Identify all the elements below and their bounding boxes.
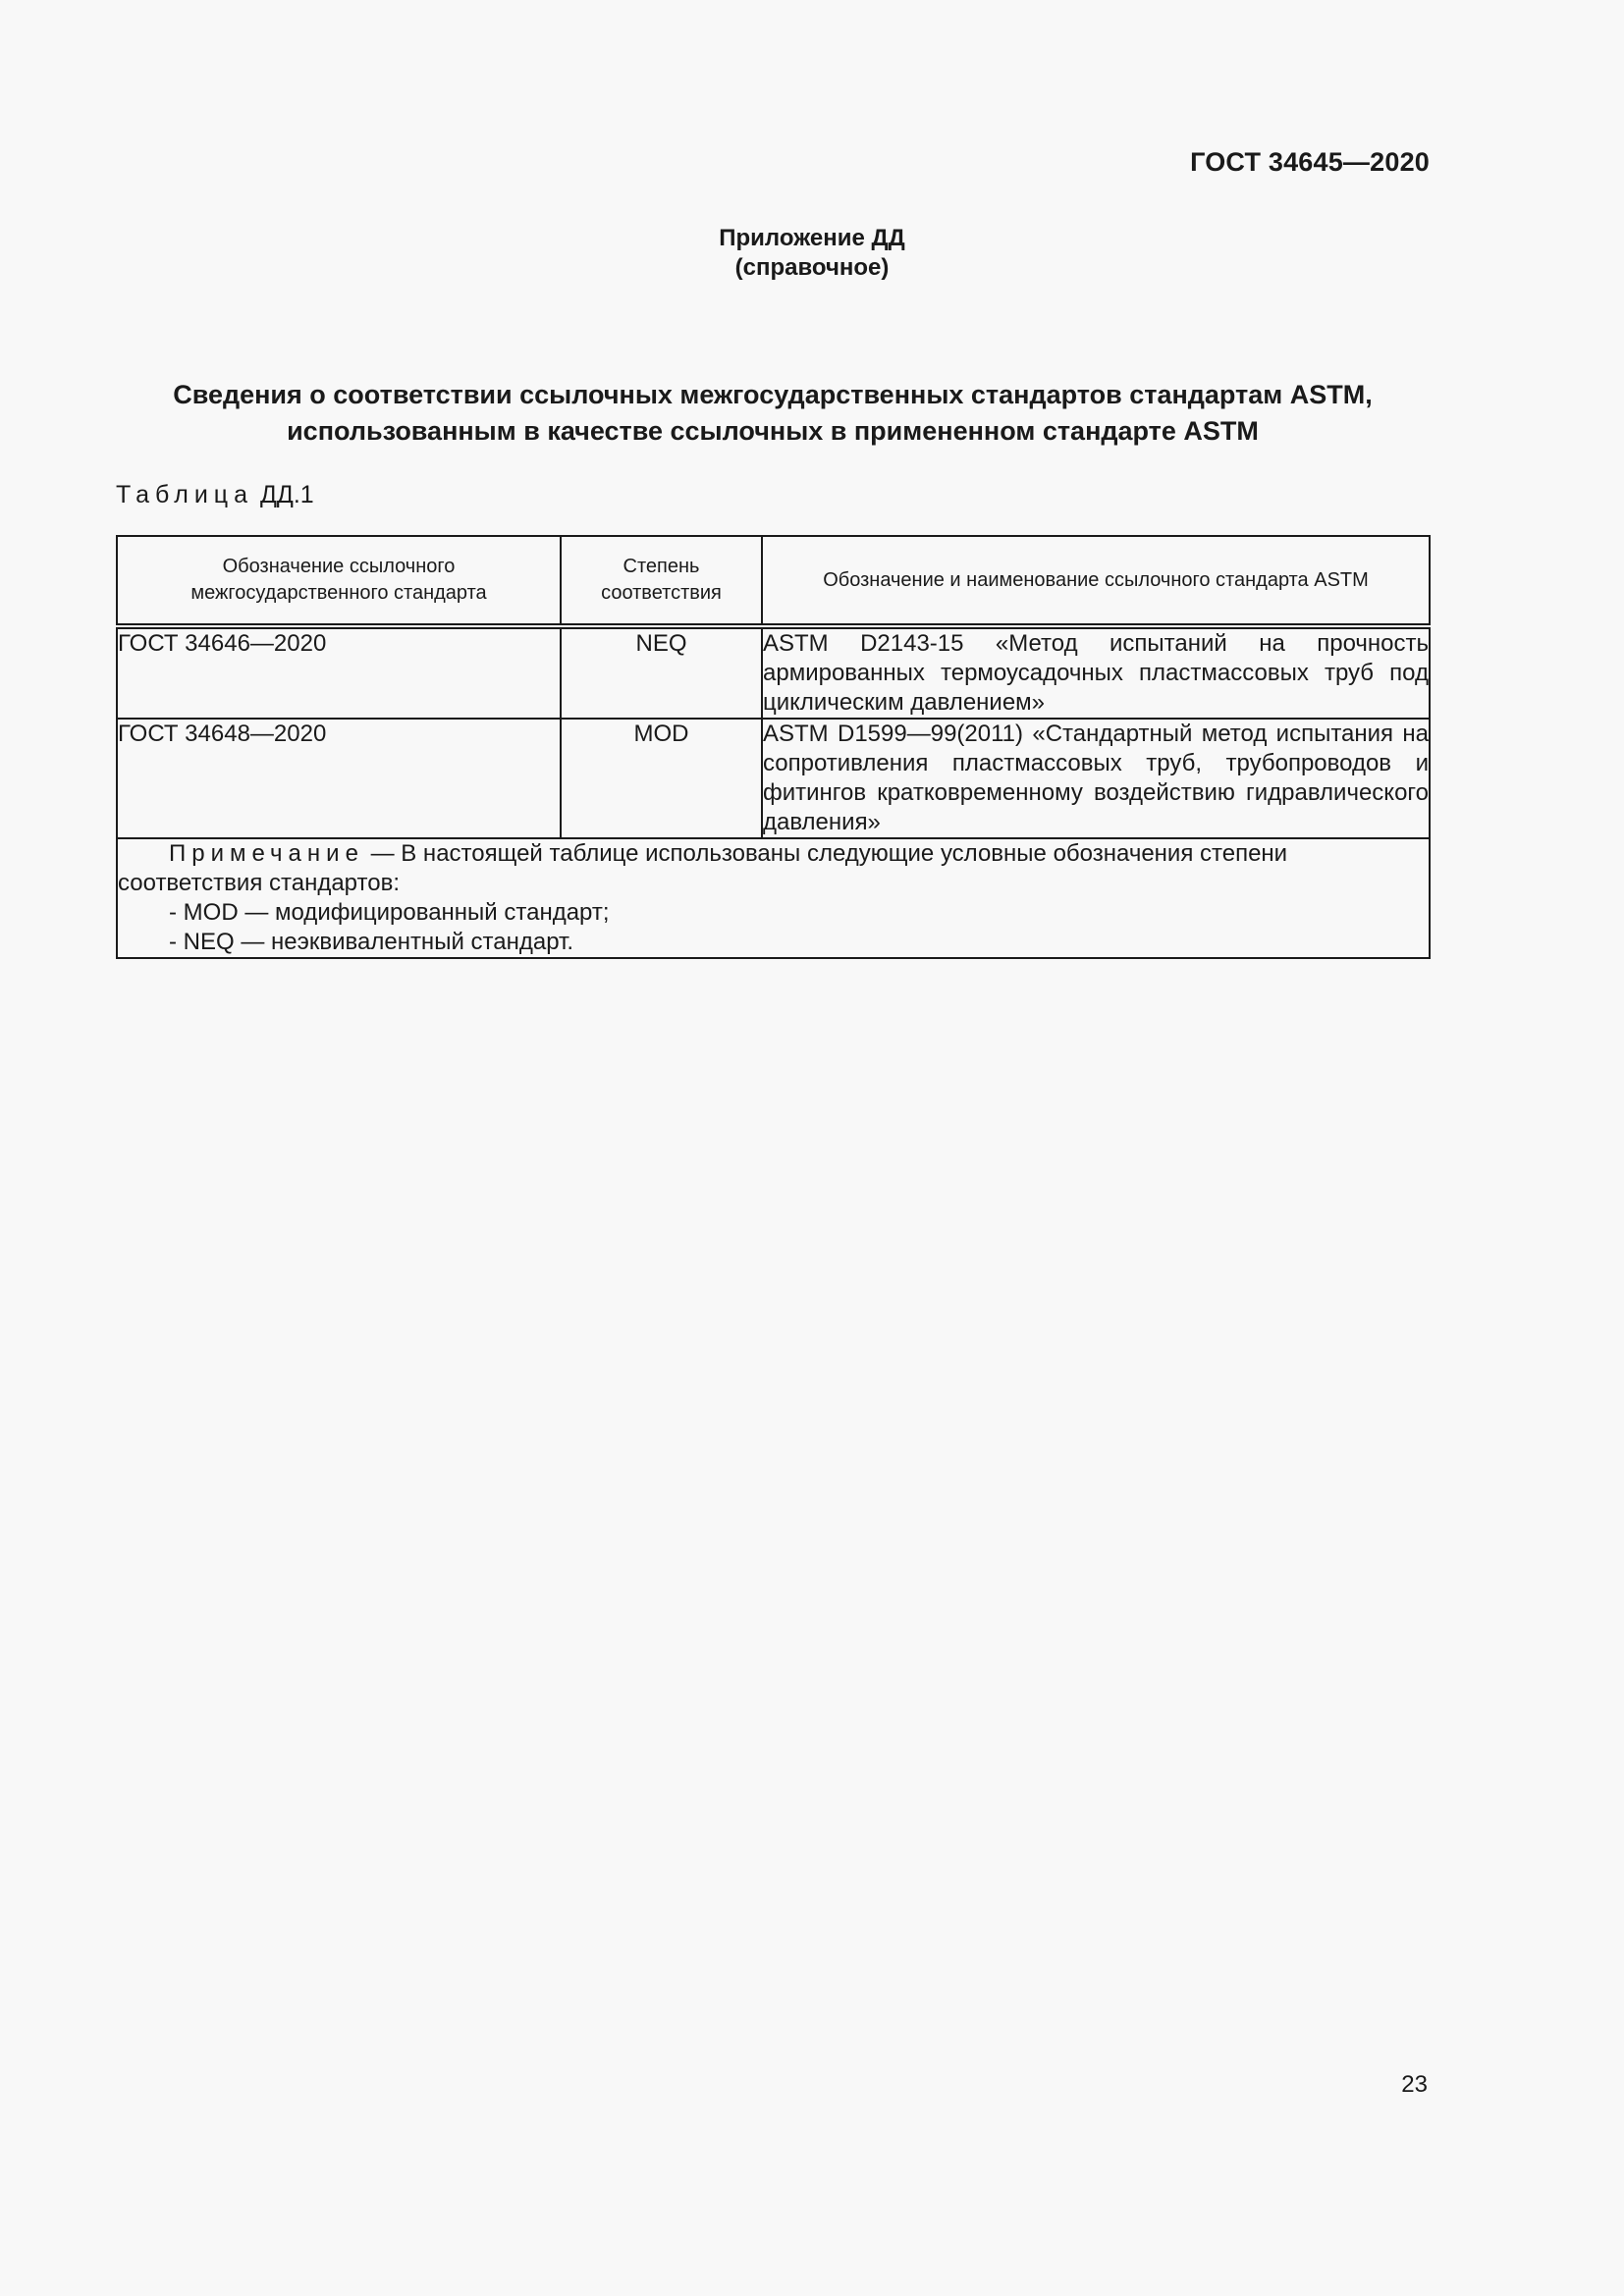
section-title-line-2: использованным в качестве ссылочных в примененном стандарте ASTM — [287, 416, 1259, 446]
note-item-neq: - NEQ — неэквивалентный стандарт. — [169, 929, 574, 955]
section-title-line-1: Сведения о соответствии ссылочных межгосударственных стандартов стандартам ASTM, — [173, 380, 1373, 409]
table-note-row — [117, 838, 1430, 958]
table-caption — [116, 481, 314, 509]
table-caption-number: ДД.1 — [259, 481, 314, 508]
column-header-degree — [561, 536, 762, 626]
cell-reference: ASTM D2143-15 «Метод испытаний на прочность армированных термоусадочных пластмассовых труб под циклическим давлением» — [762, 626, 1430, 719]
appendix-heading — [0, 224, 1624, 283]
cell-standard: ГОСТ 34648—2020 — [117, 719, 561, 838]
column-header-degree-line-2: соответствия — [601, 582, 722, 604]
note-text — [118, 839, 1429, 898]
column-header-reference: Обозначение и наименование ссылочного стандарта ASTM — [762, 536, 1430, 626]
cell-reference: ASTM D1599—99(2011) «Стандартный метод испытания на сопротивления пластмассовых труб, трубопроводов и фитингов кратковременному воздействию гидравлического давления» — [762, 719, 1430, 838]
appendix-subtitle: (справочное) — [734, 254, 890, 281]
column-header-standard — [117, 536, 561, 626]
table-row — [117, 626, 1430, 719]
note-body: — В настоящей таблице использованы следующие условные обозначения степени соответствия стандартов: — [118, 840, 1288, 896]
cell-degree: NEQ — [561, 626, 762, 719]
table-note — [117, 838, 1430, 958]
page-number: 23 — [1401, 2071, 1428, 2098]
appendix-title: Приложение ДД — [719, 225, 905, 251]
cell-degree: MOD — [561, 719, 762, 838]
table-caption-word: Таблица — [116, 481, 254, 508]
correspondence-table — [116, 535, 1431, 959]
section-title — [116, 377, 1430, 450]
note-label: Примечание — [169, 840, 364, 867]
table-header-row — [117, 536, 1430, 626]
column-header-standard-line-2: межгосударственного стандарта — [190, 582, 487, 604]
cell-standard: ГОСТ 34646—2020 — [117, 626, 561, 719]
column-header-degree-line-1: Степень — [623, 556, 700, 577]
note-item-mod: - MOD — модифицированный стандарт; — [169, 899, 610, 926]
column-header-standard-line-1: Обозначение ссылочного — [222, 556, 456, 577]
table-row — [117, 719, 1430, 838]
document-code: ГОСТ 34645—2020 — [1190, 147, 1430, 177]
